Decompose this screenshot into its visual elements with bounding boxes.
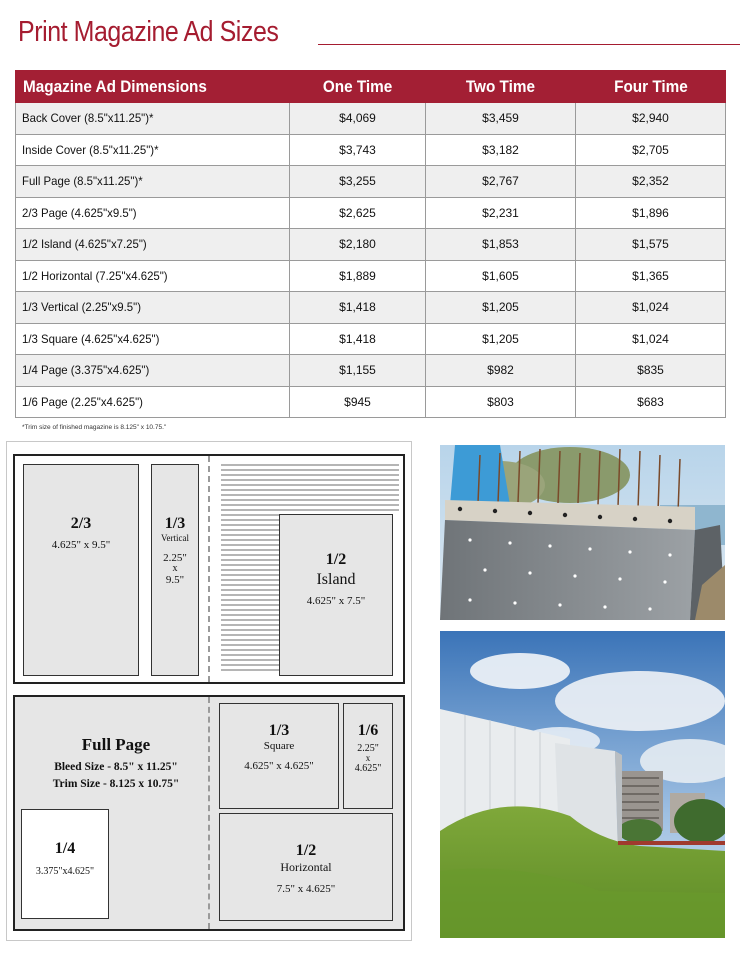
fraction-label: 1/3 [164,515,186,532]
table-row [16,103,726,135]
price-cell: $2,767 [426,166,576,198]
size-label: 3.375"x4.625" [35,866,95,877]
table-row [16,386,726,418]
spread-fold-line [208,456,210,682]
foundation-waterproofing-photo [440,445,725,620]
price-cell: $1,205 [426,292,576,324]
ad-block-half-island [279,514,393,676]
price-cell: $835 [576,355,726,387]
table-row [16,323,726,355]
fraction-label: 1/4 [54,840,76,857]
price-cell: $1,896 [576,197,726,229]
rates-table [15,70,726,418]
price-cell: $2,180 [290,229,426,261]
bleed-size-label: Bleed Size - 8.5" x 11.25" [54,761,178,773]
column-header: Four Time [576,71,726,103]
ad-dimension-cell: 1/3 Square (4.625"x4.625") [16,323,290,355]
name-label: Horizontal [280,860,332,874]
table-row [16,355,726,387]
height-label: 9.5" [165,574,185,586]
price-cell: $3,743 [290,134,426,166]
ad-dimension-cell: Back Cover (8.5"x11.25")* [16,103,290,135]
height-label: 4.625" [354,763,382,774]
ad-dimension-cell: 1/4 Page (3.375"x4.625") [16,355,290,387]
price-cell: $1,155 [290,355,426,387]
full-page-info [23,735,209,790]
title-row [18,14,740,54]
ad-dimension-cell: 1/6 Page (2.25"x4.625") [16,386,290,418]
trim-footnote: *Trim size of finished magazine is 8.125" x 10.75." [22,424,167,431]
by-label: x [172,563,178,574]
price-cell: $683 [576,386,726,418]
name-label: Square [263,740,295,752]
price-cell: $1,365 [576,260,726,292]
trim-size-label: Trim Size - 8.125 x 10.75" [52,778,180,790]
ad-block-third-square [219,703,339,809]
table-row [16,229,726,261]
table-header-row [16,71,726,103]
table-row [16,292,726,324]
price-cell: $982 [426,355,576,387]
name-label: Island [316,571,356,588]
width-label: 2.25" [163,552,187,564]
ad-size-diagram [6,441,412,941]
fraction-label: 1/6 [357,722,379,739]
price-cell: $1,853 [426,229,576,261]
size-label: 4.625" x 4.625" [244,760,314,772]
bottom-spread [13,695,405,931]
ad-block-two-thirds [23,464,139,676]
table-row [16,134,726,166]
price-cell: $3,459 [426,103,576,135]
price-cell: $3,182 [426,134,576,166]
ad-dimension-cell: 1/2 Horizontal (7.25"x4.625") [16,260,290,292]
price-cell: $1,418 [290,323,426,355]
text-placeholder-lines [221,464,399,514]
size-label: 4.625" x 9.5" [51,539,111,551]
fraction-label: 1/2 [295,842,317,859]
price-cell: $2,352 [576,166,726,198]
text-placeholder-lines [221,514,279,674]
ad-dimension-cell: Full Page (8.5"x11.25")* [16,166,290,198]
table-row [16,260,726,292]
table-row [16,197,726,229]
ad-dimension-cell: 1/2 Island (4.625"x7.25") [16,229,290,261]
ad-block-third-vertical [151,464,199,676]
fraction-label: 1/2 [325,551,347,568]
price-cell: $3,255 [290,166,426,198]
title-rule [318,44,740,45]
price-cell: $1,024 [576,292,726,324]
price-cell: $1,889 [290,260,426,292]
price-cell: $1,418 [290,292,426,324]
ad-dimension-cell: 2/3 Page (4.625"x9.5") [16,197,290,229]
fraction-label: 1/3 [268,722,290,739]
price-cell: $1,605 [426,260,576,292]
green-roof-wall-photo [440,631,725,938]
price-cell: $4,069 [290,103,426,135]
ad-block-half-horizontal [219,813,393,921]
width-label: 2.25" [357,743,379,754]
ad-dimension-cell: 1/3 Vertical (2.25"x9.5") [16,292,290,324]
price-cell: $945 [290,386,426,418]
fraction-label: 2/3 [70,515,92,532]
column-header: One Time [290,71,426,103]
size-label: 4.625" x 7.5" [306,595,366,607]
price-cell: $2,231 [426,197,576,229]
price-cell: $2,625 [290,197,426,229]
ad-dimension-cell: Inside Cover (8.5"x11.25")* [16,134,290,166]
column-header: Two Time [426,71,576,103]
top-spread [13,454,405,684]
by-label: x [365,753,371,763]
ad-block-quarter [21,809,109,919]
price-cell: $803 [426,386,576,418]
page-title: Print Magazine Ad Sizes [18,16,279,48]
price-cell: $2,705 [576,134,726,166]
price-cell: $2,940 [576,103,726,135]
price-cell: $1,575 [576,229,726,261]
column-header: Magazine Ad Dimensions [16,71,290,103]
spread-fold-line [208,697,210,929]
price-cell: $1,205 [426,323,576,355]
full-page-label: Full Page [81,735,151,754]
table-row [16,166,726,198]
name-label: Vertical [161,533,189,543]
ad-block-sixth [343,703,393,809]
price-cell: $1,024 [576,323,726,355]
size-label: 7.5" x 4.625" [276,883,336,895]
